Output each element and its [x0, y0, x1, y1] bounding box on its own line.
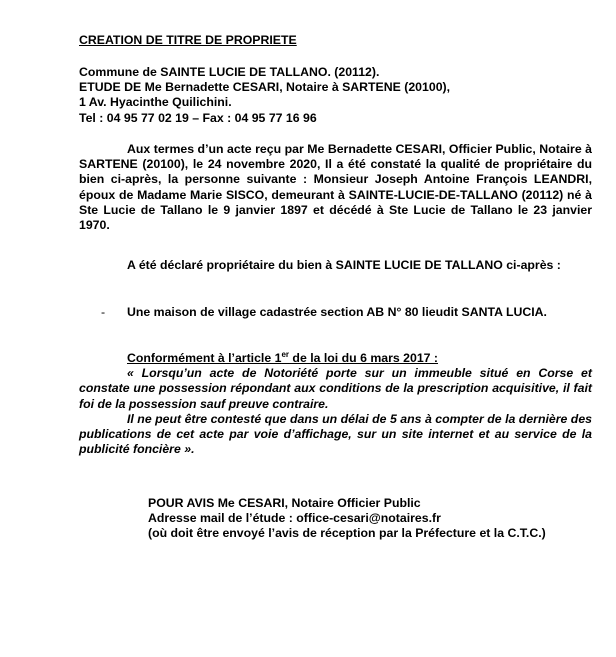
heading-text-start: Conformément à l’article 1 — [127, 351, 282, 365]
address-line: 1 Av. Hyacinthe Quilichini. — [79, 95, 232, 110]
heading-text-end: de la loi du 6 mars 2017 : — [289, 351, 439, 365]
legal-reference-section — [79, 351, 592, 457]
phone-fax-line: Tel : 04 95 77 02 19 – Fax : 04 95 77 16 96 — [79, 110, 317, 125]
heading-superscript: er — [281, 349, 290, 359]
notary-header — [79, 65, 592, 126]
etude-line: ETUDE DE Me Bernadette CESARI, Notaire à SARTENE (20100), — [79, 80, 451, 95]
list-bullet: - — [101, 305, 106, 319]
legal-reference-heading — [79, 351, 592, 366]
document-title: CREATION DE TITRE DE PROPRIETE — [79, 33, 297, 47]
commune-line: Commune de SAINTE LUCIE DE TALLANO. (20112). — [79, 65, 380, 79]
legal-quote-1: « Lorsqu’un acte de Notoriété porte sur un immeuble situé en Corse et constate une possession répondant aux conditions de la prescription acquisitive, il fait foi de la possession sauf preuve contraire. — [79, 366, 592, 411]
pour-avis-line: POUR AVIS Me CESARI, Notaire Officier Public — [148, 496, 421, 510]
deed-paragraph: Aux termes d’un acte reçu par Me Bernadette CESARI, Officier Public, Notaire à SARTENE (20100), le 24 novembre 2020, Il a été constaté la qualité de propriétaire du bien ci-après, la personne suivante : Monsieur Joseph Antoine François LEANDRI, époux de Madame Marie SISCO, demeurant à SAINTE-LUCIE-DE-TALLANO (20112) né à Ste Lucie de Tallano le 9 janvier 1897 et décédé à Ste Lucie de Tallano le 23 janvier 1970. — [79, 142, 592, 233]
list-item: Une maison de village cadastrée section AB N° 80 lieudit SANTA LUCIA. — [127, 305, 547, 319]
email-line: Adresse mail de l’étude : office-cesari@notaires.fr — [148, 511, 441, 526]
owner-declaration-paragraph: A été déclaré propriétaire du bien à SAINTE LUCIE DE TALLANO ci-après : — [127, 258, 561, 272]
receipt-note-line: (où doit être envoyé l’avis de réception par la Préfecture et la C.T.C.) — [148, 526, 546, 541]
notice-signature-block — [148, 496, 592, 542]
property-list — [79, 305, 592, 320]
legal-quote-2: Il ne peut être contesté que dans un délai de 5 ans à compter de la dernière des publications de cet acte par voie d’affichage, sur un site internet et au service de la publicité foncière ». — [79, 411, 592, 457]
